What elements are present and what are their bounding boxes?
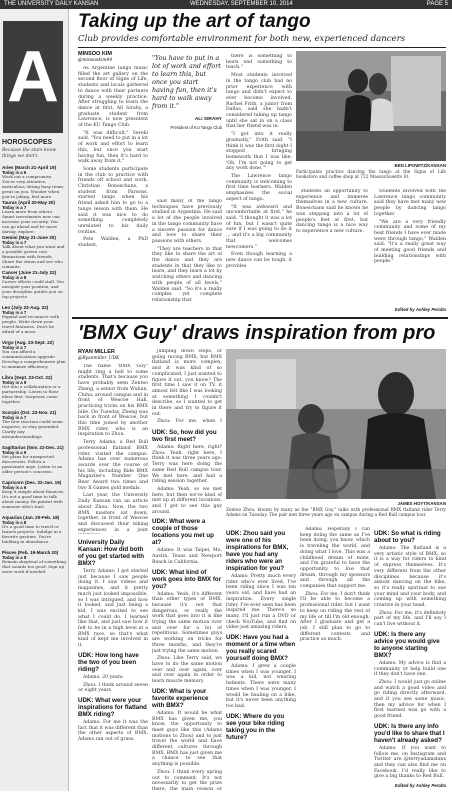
main-content	[72, 9, 448, 791]
horoscope-rating: Today is a 7	[2, 310, 27, 316]
interview-question: UDK: So what is riding about to you?	[374, 530, 441, 544]
pull-quote-name: ALI SIRAHY	[194, 117, 222, 122]
paragraph: Even though learning a new dance can be tough, it provides	[226, 252, 292, 269]
interview-question: UDK: How long have the two of you been riding?	[78, 651, 139, 673]
horoscope-text: Talk about what you want and a possible grown cost. Brainstorm with friends. Share the vision and see who commits.	[2, 244, 65, 269]
tango-col-2	[152, 199, 222, 316]
horoscope-sign-name: Aries (March 21-April 19)	[2, 165, 57, 170]
tango-byline-name: MINSOO KIM	[78, 51, 112, 57]
horoscope-sign-name: Taurus (April 20-May 20)	[2, 200, 56, 205]
horoscope-sign-name: Aquarius (Jan. 20-Feb. 18)	[2, 515, 60, 520]
horoscope-rating: Today is a 9	[2, 450, 27, 456]
tango-photo-image	[296, 51, 446, 161]
horoscope-text: The first reaction could seem negative, so stay grounded. Clarify any misunderstandings.	[2, 419, 63, 439]
paragraph: Zhou: For me, when I	[157, 419, 222, 424]
interview-answer: Adams: For me it was the fact that it was different than the other aspects of BMX. Adams ran out of grass.	[78, 719, 148, 743]
paragraph: The name "BMX Guy" might ring a bell to some students. That's because you have probably seen Zenteo Zheng, a senior from Wuhan, China, around campus and in front of Wescoe Hall, practicing tricks on his BMX bike. On Tuesday, Zheng was back in front of Wescoe, but this time joined by another BMX rider, who is an inspiration to Zhou.	[78, 364, 148, 438]
horoscopes-rail	[0, 9, 69, 791]
interview-answer: Adams: If you want to follow me, on Instagram and Twitter are @terryadamsbmx and they can also find me on Facebook. I'd really like to give a big thanks to Red Bull.	[374, 745, 446, 780]
horoscope-rating: Today is a 9	[2, 380, 27, 386]
horoscope-item	[2, 270, 66, 304]
paragraph: Terry Adams, a Red Bull professional flatland BMX rider, visited the campus. Adams has over numerous awards over the course of his life, including Ride BMX Magazine's Number One Rear Award two times and two X Games gold medals.	[78, 440, 148, 491]
paragraph: "I got into it really gradually," Frith said. "I think it was the first night I stopped bringing homework that I was like, 'Oh, I'm not going to get any work done.'"	[226, 132, 292, 172]
interview-answer: Adams: The flatland is a very artistic style of BMX, so it is a way for riders to kind of express themselves. It's very different from the other disciplines because it's almost dancing on the bike, so it's really spiritual to use your mind and your body, and coming up with something creative in your head.	[374, 546, 446, 609]
horoscope-text: It's a good time to travel or launch projects. Indulge in a favorite pastime. You're building in abundance.	[2, 524, 62, 544]
bmx-photo-credit: JAMES HOYT/KANSAN	[397, 501, 446, 506]
interview-answer: Zhou: For me, it's definitely part of my life, and I'll say I can't live without it.	[374, 610, 446, 628]
horoscope-item	[2, 235, 66, 269]
masthead-bar	[0, 0, 452, 9]
bmx-edited-by: Edited by Ashley Peralta	[394, 783, 446, 788]
tango-pull-quote	[152, 54, 222, 194]
horoscope-text: Learn more from others. Smart investments now can increase your security. You can go ahead and be more daring, explore.	[2, 209, 60, 234]
horoscope-item	[2, 445, 66, 479]
bmx-col-6	[300, 527, 370, 791]
horoscope-text: Keep it simple about finances. It's not a good time to talk about money. Be patient with someone who's hurt.	[2, 489, 65, 509]
paragraph: "We are a very friendly community and some of my best friends I have ever made were through tango," Walden said. "It's a really great way of meeting good friends and building relationships with people."	[374, 219, 446, 265]
horoscope-sign-name: Gemini (May 21-June 20)	[2, 235, 56, 240]
paragraph: Pete Walden, a PhD student,	[78, 237, 148, 249]
section-letter: A	[3, 21, 63, 133]
horoscope-item	[2, 410, 66, 444]
interview-answer: Adams: Right here, right? Zhou: Yeah, right here, I think it was three years ago. Terry was here doing the same Red Bull campus tour. We met here, and had a riding session together.	[152, 445, 222, 485]
interview-answer: Adams: I grew a couple times when I was younger. I was a kid, not wearing helmets. There were many times when I was younger, I would be hauling on a bike, but it's never been anything too bad.	[226, 664, 296, 709]
bmx-byline	[78, 349, 148, 362]
story-divider	[72, 317, 448, 319]
bmx-photo	[226, 349, 446, 499]
horoscope-rating: Today is a 7	[2, 415, 27, 421]
horoscope-rating: Today is a 7	[2, 205, 27, 211]
interview-answer: Adams: Pretty much every rider who's ever lived, I've been riding since I was ten years old, and have had an inspiration. Every single rider, I've ever seen has been inspired me. There's so many. I'll just run a DVD or check YouTube, and find on video just amazing riders.	[226, 574, 296, 631]
interview-answer: Zhou: I would just go online and watch a good video and go riding directly afterward, and if you see some music, then my advice for when I first learned was go with a good friend.	[374, 679, 446, 720]
horoscope-sign-name: Virgo (Aug. 23-Sept. 22)	[2, 340, 54, 345]
horoscope-sign-name: Libra (Sept. 23-Oct. 22)	[2, 375, 53, 380]
tango-edited-by: Edited by Ashley Peralta	[394, 307, 446, 312]
bmx-photo-image	[226, 349, 446, 499]
paragraph: jumping down steps, or going racing BMX, but BMX flatland is more complex, and it was kind of so complicated, I just wanted to figure it out, you know? The first time I saw it on TV, it almost felt like I was looking at something I couldn't describe, so I wanted to get in there and try to figure it out.	[152, 349, 222, 417]
paragraph: "It was awkward and uncomfortable at first," he said. "I thought it was a lot of fun, but I wasn't quite sure if I was going to do it ... and it's a big community that welcomes newcomers."	[226, 204, 292, 250]
tango-photo-credit: BEN LIPOWITZ/KANSAN	[394, 163, 446, 168]
horoscope-list	[2, 165, 66, 585]
bmx-qa-1	[78, 536, 148, 791]
interview-answer: Zhou: Like Terry said, we have to do the same motion over and over again, over and over again in order to learn muscle memory.	[152, 656, 222, 685]
horoscopes-title: HOROSCOPES	[2, 139, 53, 146]
horoscope-rating: Today is a 7	[2, 345, 27, 351]
horoscope-item	[2, 375, 66, 409]
paper-name: THE UNIVERSITY DAILY KANSAN	[4, 1, 99, 7]
horoscope-rating: Today is a 8	[2, 555, 27, 561]
tango-col-3	[226, 54, 292, 316]
interview-question: UDK: What is your favorite experience with BMX?	[152, 687, 209, 709]
horoscope-rating: Today is a 8	[2, 275, 27, 281]
bmx-byline-handle: @Ryanmiller_UDK	[78, 355, 120, 361]
headline-rule	[78, 47, 446, 48]
paragraph: "It was difficult," Sereki said. "You need to put in a lot of work and effort to learn this, but once you start having fun, then it's hard to walk away from it."	[78, 130, 148, 165]
paragraph: Zhou: For me, I don't think I'll be able to become a professional rider, but I want to keep on riding the rest of my life or till I'm old enough. After I graduate and get a job, I still plan to go to different contests and practice as much.	[300, 591, 370, 643]
horoscope-item	[2, 550, 66, 584]
tango-photo-caption: Participants practice dancing the tango at the Signs of Life bookstore and coffee shop at 722 Massachusetts St.	[296, 170, 446, 181]
horoscope-item	[2, 515, 66, 549]
paragraph: "They are teachers in that they like to share the art of the dance and they are students in that they like to learn, and they learn a lot by watching others and dancing with people of all levels," Walden said. "So it's a really complex yet complete relationship that	[152, 246, 222, 303]
tango-photo	[296, 51, 446, 161]
interview-question: UDK: Have you had a moment or a time when you really scared yourself doing BMX?	[226, 634, 296, 663]
interview-question: UDK: What were a couple of those locations you met up at?	[152, 518, 214, 547]
interview-answer: Adams: My advice is find a community or help build one if they don't have one.	[374, 660, 446, 678]
horoscope-sign-name: Cancer (June 21-July 22)	[2, 270, 57, 275]
paragraph: As Argentine tango music filled the art gallery on the second floor of Signs of Life, students and locals gathered to dance with their partners during a weekly practice. After struggling to learn the dance at first, Ali Sirahy, a graduate student from Lawrence, is now president of the KU Tango Club.	[78, 66, 148, 129]
horoscope-text: Career efforts could stall. You navigate your position, and your discipline guides you on top projects.	[2, 279, 64, 299]
interview-question: UDK: Is there any info you'd like to share that I haven't already asked?	[374, 722, 445, 744]
horoscope-item	[2, 165, 66, 199]
interview-answer: Adams: 20 years.	[83, 674, 124, 680]
horoscope-sign-name: Leo (July 23-Aug. 22)	[2, 305, 49, 310]
horoscope-item	[2, 200, 66, 234]
bmx-photo-caption: Zenteo Zhou, known by many as the "BMX Guy," talks with professional BMX flatland rider Terry Adams on Tuesday. The pair met three years ago on campus during a Red Bull campus tour.	[226, 508, 446, 519]
horoscope-rating: Today is a 7	[2, 240, 27, 246]
page-number: PAGE 5	[426, 1, 448, 7]
interview-question: UDK: Zhou said you were one of his inspirations for BMX, have you had any riders who were an inspiration for you?	[226, 530, 289, 572]
bmx-byline-name: RYAN MILLER	[78, 349, 115, 355]
pull-quote-attribution	[152, 116, 222, 132]
paragraph: Some students participate in the club to practice with friends off school and work. Christian Boneschans, a student from Parsons, started tango when his friend asked him to go to a tango lesson with them. He said it was nice to do something completely unrelated to his daily routine.	[78, 166, 148, 235]
horoscope-item	[2, 305, 66, 339]
interview-question: University Daily Kansan: How did both of you get started with BMX?	[78, 539, 145, 567]
horoscope-text: Get into a collaboration or a partnership. Listen to their ideas first. Surprises come together.	[2, 384, 61, 404]
interview-answer: Terry Adams: I got started just because I saw people doing it. I saw videos and magazines, and it pretty much just looked impossible, so I was intrigued, and how it looked, and just being a kid, I was excited to see what I could do. I learned like that, and just saw how it felt to be in a high level at a BMX race, so that's what kind of kept me involved in it.	[78, 569, 148, 649]
bmx-col-1	[78, 364, 148, 534]
paragraph: The Lawrence tango community is welcoming to first time learners. Walden emphasizes the social aspect of tango.	[226, 174, 292, 202]
paragraph: Students involved with the Lawrence tango community said they have met many new people by dancing tango together.	[374, 189, 446, 217]
paragraph: there is something to learn and something to teach."	[226, 54, 292, 71]
tango-headline: Taking up the art of tango	[78, 11, 311, 32]
tango-byline-handle: @minsookim94	[78, 57, 113, 63]
horoscope-rating: Today is a 8	[2, 520, 27, 526]
horoscope-sign-name: Scorpio (Oct. 23-Nov. 21)	[2, 410, 57, 415]
horoscope-sign-name: Capricorn (Dec. 22-Jan. 19)	[2, 480, 62, 485]
horoscope-sign-name: Sagittarius (Nov. 22-Dec. 21)	[2, 445, 64, 450]
interview-answer: Zhou: I think every spring out to comment. It's not necessarily to get the prize there, the main reason or	[152, 769, 222, 791]
pull-quote-role: President of KU Tango Club	[170, 125, 222, 130]
bmx-qa-4	[374, 527, 446, 785]
horoscope-text: Remain skeptical of something that sounds too good. Sign up more work if needed.	[2, 559, 66, 574]
horoscope-item	[2, 480, 66, 514]
horoscope-text: Set plans for unexpected discoveries. Follow a passionate urge. Listen to an older person's concerns.	[2, 454, 63, 474]
horoscope-text: Work out a compromise. You're very attentive, meticulous, fitting busy items great on you. Wonder when you're joking, feel more	[2, 174, 64, 199]
interview-question: UDK: Is there any advice you would give to anyone starting BMX?	[374, 630, 440, 659]
bmx-qa-2	[152, 426, 222, 791]
interview-answer: Adams: Yeah, it's different than other types of BMX, because it's not that dangerous, or really the work that goes into it is like trying the same motion over and over for a lot of repetitions. Sometimes guys are working on tricks for three months, and they're just trying the same motion.	[152, 591, 222, 654]
horoscope-text: You can afford a communications upgrade. Develop a comprehensive plan to minimize efficiency.	[2, 349, 66, 369]
interview-question: UDK: What kind of work goes into BMX for you?	[152, 568, 222, 590]
tango-col-4a	[296, 189, 368, 316]
pull-quote-text: "You have to put in a lot of work and effort to learn this, but once you start having fun, then it's hard to walk away from it."	[152, 54, 221, 110]
bmx-headline: 'BMX Guy' draws inspiration from pro	[78, 322, 436, 344]
horoscopes-subtitle: Because the stars know things we don't.	[2, 148, 57, 159]
bmx-col-3	[152, 349, 222, 424]
interview-question: UDK: So, how did you two first meet?	[152, 429, 217, 443]
horoscope-text: Expand and reconnect with people. Write down your travel fantasies. Don't be afraid of a mess.	[2, 314, 60, 334]
paragraph: said many of the tango techniques have previously studied in Argentina. He said a lot of the people involved in the tango community have a sincere passion for dance and love to share their passions with others.	[152, 199, 222, 244]
paragraph: Adams: Hopefully I can keep doing the same as I've been doing, you know, which is traveling the world, and doing what I love. This was a childhood dream of mine, and I'm grateful to have the opportunity to live that dream, through my sponsors and through all the companies that support me.	[300, 527, 370, 590]
interview-question: UDK: What were your inspirations for flatland BMX riding?	[78, 696, 147, 718]
tango-col-4b	[374, 189, 446, 304]
tango-byline	[78, 51, 148, 64]
horoscope-rating: Today is a 6	[2, 485, 27, 491]
horoscope-rating: Today is a 6	[2, 170, 27, 176]
interview-answer: Zhou: I think around seven or eight years.	[78, 682, 148, 694]
tango-col-1	[78, 66, 148, 316]
interview-answer: Adams: It would be what BMX has given me, you know, the opportunity to meet guys like this (Adams motions to Zhou) and to just travel the world and have different cultures through BMX. BMX has just given me a chance to see that anything is possible.	[152, 710, 222, 768]
issue-date: WEDNESDAY, SEPTEMBER 10, 2014	[190, 1, 293, 7]
interview-answer: Adams: It was Taipei, Mo, Austin, Texas and Newport Beach in California.	[152, 548, 222, 565]
bmx-qa-3	[226, 527, 296, 791]
paragraph: Most students involved in the tango club had no prior experience with tango and didn't expect to ever become involved. Rachel Frith, a junior from Dallas, said she hadn't considered taking up tango until she sat in on a class that her friend was in.	[226, 73, 292, 130]
tango-deck: Club provides comfortable environment for both new, experienced dancers	[78, 34, 406, 44]
horoscope-sign-name: Pisces (Feb. 19-March 20)	[2, 550, 59, 555]
interview-answer: Adams: Yeah, so we met here, but then we've kind of met up at different locations, and I got to see this guy around.	[152, 486, 222, 515]
paragraph: students an opportunity to experience and immerse themselves in a new culture. Boneschans said he knows he was stepping into a lot of people's feet at first, but dancing tango is a nice way to experience a new culture.	[296, 189, 368, 234]
horoscope-item	[2, 340, 66, 374]
interview-question: UDK: Where do you see your bike riding taking you in the future?	[226, 712, 285, 741]
paragraph: Last year, the University Daily Kansan ran an article about Zhou. Now, the two BMX masters sat down, together, in front of Wescoe and discussed their biking experiences in a joint	[78, 493, 148, 533]
